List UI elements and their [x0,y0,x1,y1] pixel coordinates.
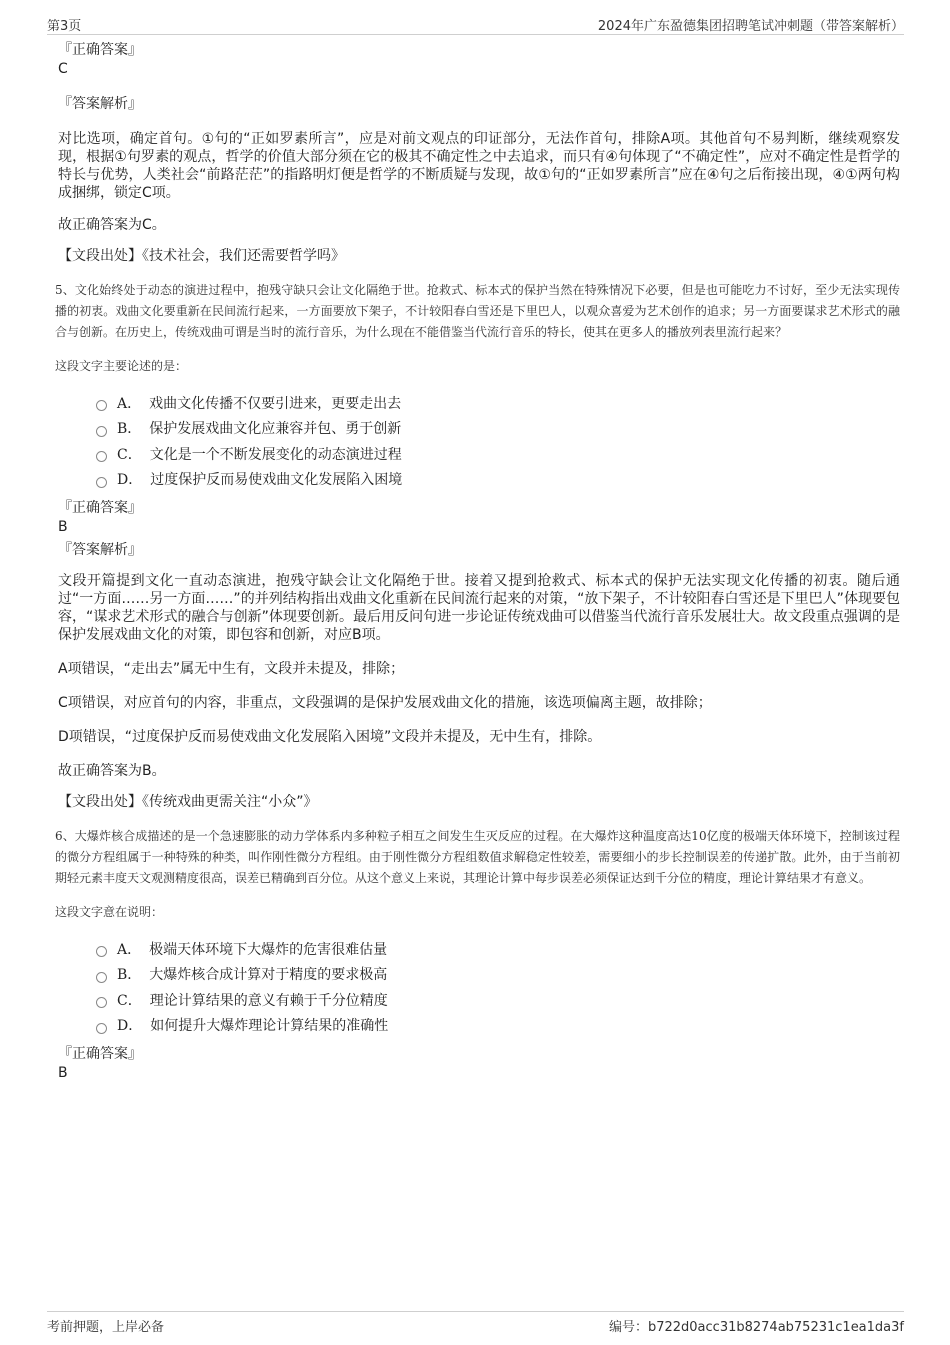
radio-icon[interactable] [96,972,107,983]
q5-option-b[interactable] [96,416,900,442]
radio-icon[interactable] [96,1023,107,1034]
q5-analysis-label: 『答案解析』 [58,542,142,558]
option-letter: B． [117,421,142,438]
q4-answer: C [58,61,68,77]
q5-prompt: 这段文字主要论述的是： [55,359,188,373]
radio-icon[interactable] [96,997,107,1008]
q5-question-text: 5、文化始终处于动态的演进过程中，抱残守缺只会让文化隔绝于世。抢救式、标本式的保护当然在特殊情况下必要，但是也可能吃力不讨好，至少无法实现传播的初衷。戏曲文化要重新在民间流行起来，一方面要放下架子，不计较阳春白雪还是下里巴人，以观众喜爱为艺术创作的追求；另一方面要谋求艺术形式的融合与创新。在历史上，传统戏曲可谓是当时的流行音乐，为什么现在不能借鉴当代流行音乐的特长，使其在更多人的播放列表里流行起来？ [55,283,900,339]
option-letter: A． [117,941,142,958]
footer-slogan: 考前押题，上岸必备 [47,1320,165,1335]
document-title: 2024年广东盈德集团招聘笔试冲刺题（带答案解析） [597,19,904,34]
option-text: 文化是一个不断发展变化的动态演进过程 [149,446,402,463]
q6-prompt: 这段文字意在说明： [55,905,164,919]
q6-answer: B [58,1065,68,1081]
q6-question-text: 6、大爆炸核合成描述的是一个急速膨胀的动力学体系内多种粒子相互之间发生生灭反应的过程。在大爆炸这种温度高达10亿度的极端天体环境下，控制该过程的微分方程组属于一种特殊的种类，叫作刚性微分方程组。由于刚性微分方程组数值求解稳定性较差，需要细小的步长控制误差的传递扩散。此外，由于当前初期轻元素丰度天文观测精度很高，误差已精确到百分位。从这个意义上来说，其理论计算中每步误差必须保证达到千分位的精度，理论计算结果才有意义。 [55,829,900,885]
q5-answer-label: 『正确答案』 [58,500,142,516]
q4-analysis-paragraph: 对比选项，确定首句。①句的“正如罗素所言”，应是对前文观点的印证部分，无法作首句，排除A项。其他首句不易判断，继续观察发现，根据①句罗素的观点，哲学的价值大部分须在它的极其不确定性之中去追求，而只有④句体现了“不确定性”，应对不确定性是哲学的特长与优势，人类社会“前路茫茫”的指路明灯便是哲学的不断质疑与发现，故①句的“正如罗素所言”应在④句之后衔接出现，④①两句构成捆绑，锁定C项。 [58,131,900,201]
q5-analysis-option-c: C项错误，对应首句的内容，非重点，文段强调的是保护发展戏曲文化的措施，该选项偏离主题，故排除； [58,695,712,711]
option-text: 理论计算结果的意义有赖于千分位精度 [149,992,388,1009]
q5-section [55,280,900,812]
option-text: 过度保护反而易使戏曲文化发展陷入困境 [150,472,403,489]
q5-option-a[interactable] [96,390,900,416]
option-letter: B． [117,967,142,984]
q4-analysis-conclusion: 故正确答案为C。 [58,217,166,233]
page-header [47,12,904,35]
q5-analysis-option-d: D项错误，“过度保护反而易使戏曲文化发展陷入困境”文段并未提及，无中生有，排除。 [58,729,602,745]
q6-option-b[interactable] [96,962,900,988]
option-letter: D． [117,1018,143,1035]
q4-analysis-label: 『答案解析』 [58,96,142,112]
option-text: 极端天体环境下大爆炸的危害很难估量 [149,941,388,958]
option-text: 如何提升大爆炸理论计算结果的准确性 [150,1018,389,1035]
document-id: 编号：b722d0acc31b8274ab75231c1ea1da3f [608,1320,904,1335]
option-letter: D． [117,472,143,489]
radio-icon[interactable] [96,946,107,957]
page-number: 第3页 [47,19,82,34]
q6-option-a[interactable] [96,936,900,962]
q5-options [96,390,900,492]
option-letter: C． [117,992,142,1009]
option-letter: C． [117,446,142,463]
q4-section [55,40,900,266]
q5-analysis-option-a: A项错误，“走出去”属无中生有，文段并未提及，排除； [58,661,405,677]
q6-option-d[interactable] [96,1013,900,1039]
q5-answer: B [58,519,68,535]
q5-option-d[interactable] [96,467,900,493]
q6-options [96,936,900,1038]
option-text: 保护发展戏曲文化应兼容并包、勇于创新 [149,421,402,438]
q5-option-c[interactable] [96,441,900,467]
q6-section [55,826,900,1082]
q4-answer-label: 『正确答案』 [58,42,142,58]
q4-source: 【文段出处】《技术社会，我们还需要哲学吗》 [58,248,345,264]
option-text: 大爆炸核合成计算对于精度的要求极高 [149,967,388,984]
radio-icon[interactable] [96,400,107,411]
q6-option-c[interactable] [96,987,900,1013]
option-text: 戏曲文化传播不仅要引进来，更要走出去 [149,395,402,412]
page-footer [47,1311,904,1336]
option-letter: A． [117,395,142,412]
page-content [55,40,900,1094]
q5-analysis-paragraph: 文段开篇提到文化一直动态演进，抱残守缺会让文化隔绝于世。接着又提到抢救式、标本式的保护无法实现文化传播的初衷。随后通过“一方面……另一方面……”的并列结构指出戏曲文化重新在民间流行起来的对策，“放下架子，不计较阳春白雪还是下里巴人”体现要包容，“谋求艺术形式的融合与创新”体现要创新。最后用反问句进一步论证传统戏曲可以借鉴当代流行音乐发展壮大。故文段重点强调的是保护发展戏曲文化的对策，即包容和创新，对应B项。 [58,573,900,643]
q5-analysis-conclusion: 故正确答案为B。 [58,763,166,779]
q5-source: 【文段出处】《传统戏曲更需关注“小众”》 [58,794,318,810]
radio-icon[interactable] [96,451,107,462]
radio-icon[interactable] [96,477,107,488]
q6-answer-label: 『正确答案』 [58,1046,142,1062]
radio-icon[interactable] [96,426,107,437]
